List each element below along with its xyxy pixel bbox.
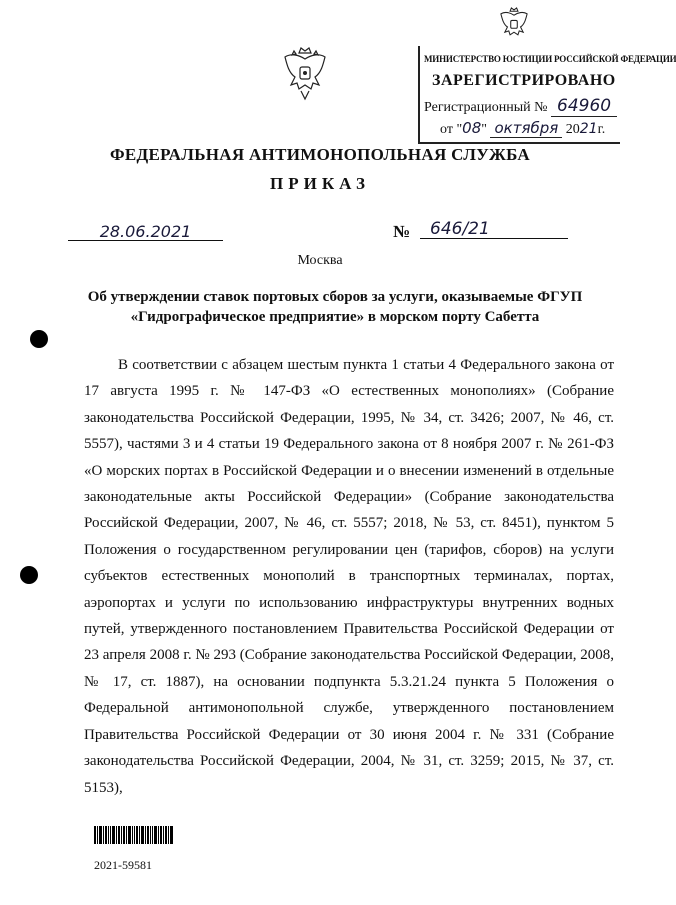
order-number-field	[420, 219, 568, 239]
body-paragraph: В соответствии с абзацем шестым пункта 1 статьи 4 Федерального закона от 17 августа 1995 г. № 147-ФЗ «О естественных монополиях» (Собрание законодательства Российской Федерации, 1995, № 34, ст. 3426; 2007, № 46, ст. 5557), частями 3 и 4 статьи 19 Федерального закона от 8 ноября 2007 г. № 261-ФЗ «О морских портах в Российской Федерации и о внесении изменений в отдельные законодательные акты Российской Федерации» (Собрание законодательства Российской Федерации, 2007, № 46, ст. 5557; 2018, № 53, ст. 8451), пунктом 5 Положения о государственном регулировании цен (тарифов, сборов) на услуги субъектов естественных монополий в транспортных терминалах, портах, аэропортах и услуги по использованию инфраструктуры внутренних водных путей, утвержденного постановлением Правительства Российской Федерации от 23 апреля 2008 г. № 293 (Собрание законодательства Российской Федерации, 2008, № 17, ст. 1887), на основании подпункта 5.3.21.24 пункта 5 Положения о Федеральной антимонопольной службе, утвержденного постановлением Правительства Российской Федерации от 30 июня 2004 г. № 331 (Собрание законодательства Российской Федерации, 2004, № 31, ст. 3259; 2015, № 37, ст. 5153),	[84, 357, 614, 796]
stamp-date-month: октября	[490, 119, 562, 138]
city: Москва	[297, 253, 343, 268]
punch-hole-icon	[30, 330, 48, 348]
order-date-value: 28.06.2021	[99, 222, 192, 241]
punch-hole-icon	[20, 566, 38, 584]
stamp-date-line: от "08" октября 2021г.	[440, 119, 606, 137]
stamp-reg-number-value: 64960	[551, 96, 617, 117]
stamp-date-year-suffix: 21	[579, 121, 598, 137]
barcode-icon	[94, 826, 174, 844]
stamp-ministry: МИНИСТЕРСТВО ЮСТИЦИИ РОССИЙСКОЙ ФЕДЕРАЦИИ	[424, 54, 676, 64]
order-number-label: №	[393, 222, 411, 241]
stamp-reg-number-label: Регистрационный №	[424, 100, 548, 115]
stamp-reg-number-line	[424, 96, 617, 116]
order-date-field	[68, 222, 223, 241]
order-number-value: 646/21	[430, 219, 490, 239]
order-subject: Об утверждении ставок портовых сборов за услуги, оказываемые ФГУП «Гидрографическое предприятие» в морском порту Сабетта	[87, 289, 583, 325]
stamp-date-year-prefix: 20	[565, 122, 580, 137]
stamp-date-suffix: г.	[597, 122, 606, 137]
stamp-date-prefix: от	[440, 122, 453, 137]
document-code: 2021-59581	[94, 858, 152, 872]
coat-of-arms-icon	[498, 6, 530, 44]
coat-of-arms-icon	[281, 45, 329, 103]
stamp-registered: ЗАРЕГИСТРИРОВАНО	[432, 72, 616, 89]
order-title: ПРИКАЗ	[270, 174, 370, 193]
organization-title: ФЕДЕРАЛЬНАЯ АНТИМОНОПОЛЬНАЯ СЛУЖБА	[109, 145, 530, 164]
stamp-date-day: 08	[462, 119, 482, 137]
